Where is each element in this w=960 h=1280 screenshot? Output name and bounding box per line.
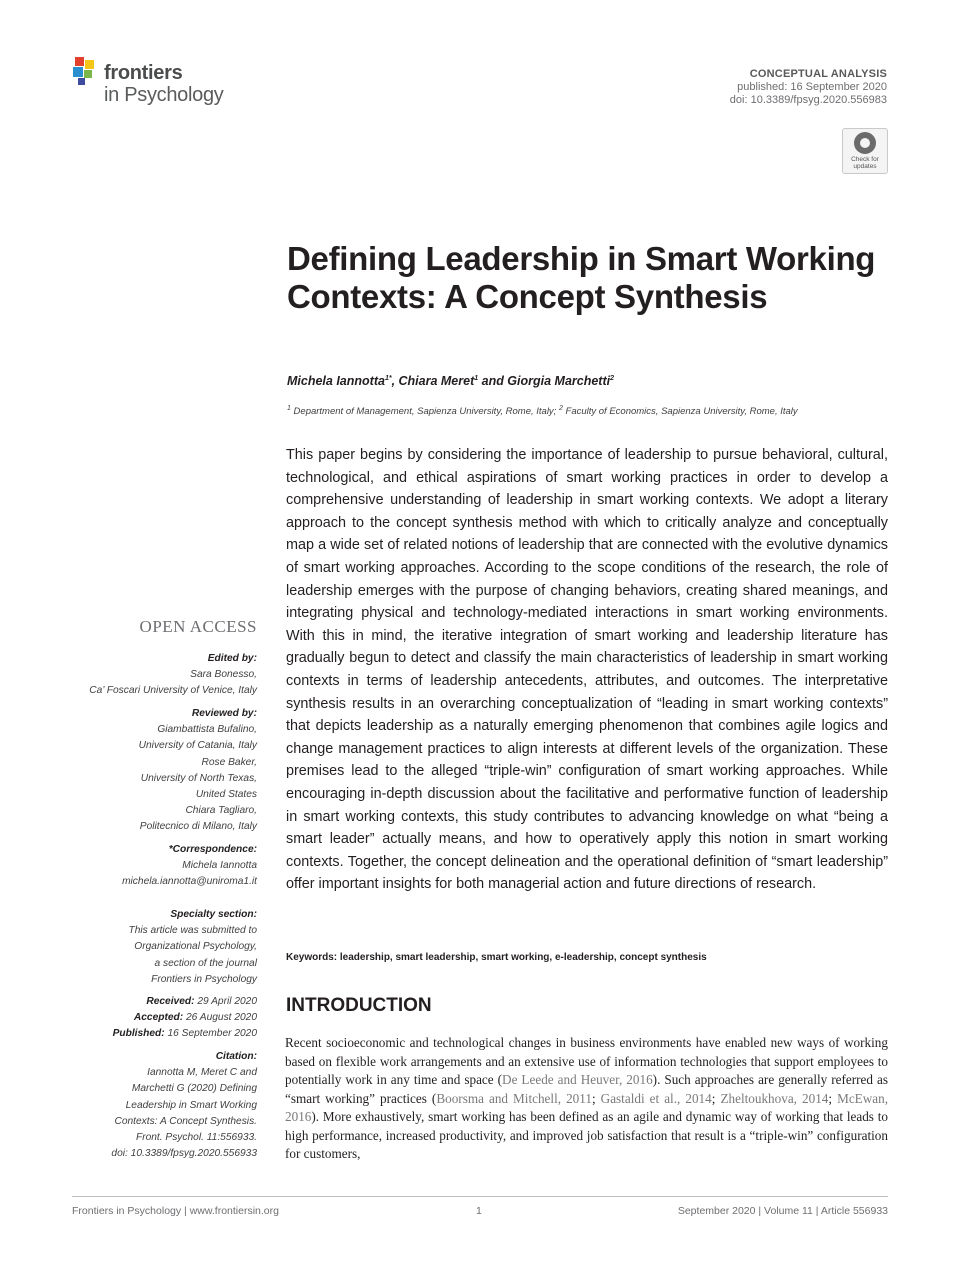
specialty-line: Frontiers in Psychology	[151, 973, 257, 985]
edited-by	[89, 651, 257, 700]
text-run: ). Such approaches are generally referred as “smart working” practices (	[285, 1072, 888, 1106]
author-mark: 1*	[384, 374, 392, 382]
reviewer-line: Politecnico di Milano, Italy	[139, 821, 257, 833]
citation-link[interactable]: Boorsma and Mitchell, 2011	[436, 1090, 592, 1106]
citation-line: Front. Psychol. 11:556933.	[135, 1132, 257, 1144]
text-run: ;	[711, 1090, 721, 1106]
footer-issue: September 2020 | Volume 11 | Article 556933	[677, 1205, 888, 1217]
published-date: 16 September 2020	[164, 1028, 257, 1040]
reviewer-line: University of North Texas,	[140, 772, 257, 784]
article-title: Defining Leadership in Smart Working Contexts: A Concept Synthesis	[287, 240, 876, 315]
author-mark: 1	[474, 374, 479, 382]
correspondence	[122, 842, 257, 891]
author-name[interactable]: , Chiara Meret	[391, 374, 475, 388]
citation-line: Iannotta M, Meret C and	[147, 1067, 257, 1079]
article-doi[interactable]: doi: 10.3389/fpsyg.2020.556983	[729, 94, 887, 106]
specialty-line: This article was submitted to	[128, 925, 257, 937]
keywords-list: leadership, smart leadership, smart working, e-leadership, concept synthesis	[337, 952, 707, 963]
abstract: This paper begins by considering the importance of leadership to pursue behavioral, cultural, technological, and ethical aspirations of smart working practices in order to develop a comprehensive understanding of leadership in smart working contexts. We adopt a literary approach to the concept synthesis method with which to critically analyze and conceptually map a wide set of related notions of leadership that are connected with the evolutive dynamics of smart working approaches. According to the scope conditions of the research, the role of leadership emerges with the purpose of changing behaviors, creating shared meanings, and integrating physical and technology-mediated interactions in smart working environments. With this in mind, the iterative integration of smart working and leadership literature has gradually begun to detect and classify the main characteristics of leadership in smart working contexts in terms of leadership antecedents, attributes, and outcomes. The interpretative synthesis results in an overarching conceptualization of “leading in smart working contexts” that depicts leadership as a naturally emerging phenomenon that combines agile logics and change management practices to align interests at different levels of the organization. These premises lead to the alleged “triple-win” configuration of smart working approaches. While encouraging in-depth discussion about the facilitative and performative function of leadership in smart working contexts, this study contributes to advancing knowledge on what “being a smart leader” actually means, and how to operatively apply this notion in smart working contexts. Together, the concept delineation and the operational definition of “smart leadership” offer important insights for both managerial action and future directions of research.	[286, 447, 888, 893]
citation-label: Citation:	[215, 1051, 257, 1062]
citation-line: Leadership in Smart Working	[125, 1099, 257, 1111]
published-label: Published:	[112, 1028, 165, 1040]
open-access-label: OPEN ACCESS	[139, 617, 257, 636]
keywords-label: Keywords:	[286, 952, 338, 963]
affil-mark: 1	[287, 405, 291, 412]
crossmark-icon	[854, 132, 876, 154]
text-run: ). More exhaustively, smart working has been defined as an agile and dynamic way of working that leads to high performance, increased productivity, and improved job satisfaction that result is a “triple-win” configuration for customers,	[285, 1109, 888, 1161]
affiliation: Faculty of Economics, Sapienza University, Rome, Italy	[562, 406, 798, 418]
accepted-date: 26 August 2020	[183, 1012, 257, 1024]
reviewed-by	[139, 706, 257, 836]
author-list	[287, 374, 614, 388]
citation-line: Marchetti G (2020) Defining	[131, 1083, 257, 1095]
specialty-line: Organizational Psychology,	[134, 941, 257, 953]
author-name[interactable]: and Giorgia Marchetti	[478, 374, 611, 388]
received-date: 29 April 2020	[194, 996, 257, 1007]
author-name[interactable]: Michela Iannotta	[287, 374, 385, 388]
logo-journal: in Psychology	[104, 84, 224, 106]
editor-line: Ca’ Foscari University of Venice, Italy	[89, 685, 257, 697]
dates	[113, 994, 257, 1043]
frontiers-logo-icon	[72, 57, 102, 87]
text-run: Recent socioeconomic and technological changes in business environments have enabled new ways of working based on flexible work arrangements and an extensive use of information technologies that support employees to potentially work in any time and space (	[285, 1035, 888, 1087]
specialty-line: a section of the journal	[154, 957, 257, 969]
citation-block	[111, 1049, 257, 1162]
reviewer-line: University of Catania, Italy	[138, 740, 257, 752]
affil-mark: 2	[558, 405, 563, 412]
correspondence-label: *Correspondence:	[168, 844, 257, 855]
reviewed-label: Reviewed by:	[191, 708, 257, 719]
keywords	[286, 952, 707, 963]
citation-link[interactable]: Gastaldi et al., 2014	[600, 1090, 712, 1106]
page-number: 1	[476, 1205, 482, 1217]
text-run: ;	[591, 1090, 601, 1106]
received-label: Received:	[146, 996, 195, 1007]
footer-journal[interactable]: Frontiers in Psychology | www.frontiersin.org	[72, 1205, 279, 1217]
reviewer-line: United States	[195, 789, 257, 801]
citation-link[interactable]: De Leede and Heuver, 2016	[502, 1072, 653, 1087]
citation-link[interactable]: Zheltoukhova, 2014	[720, 1090, 829, 1106]
crossmark-button[interactable]	[842, 128, 888, 174]
author-mark: 2	[610, 374, 615, 382]
published-date: published: 16 September 2020	[737, 81, 887, 93]
logo-brand: frontiers	[104, 62, 183, 84]
article-meta	[730, 68, 887, 107]
affiliations	[287, 405, 798, 417]
crossmark-label: Check for updates	[851, 156, 879, 170]
specialty-section	[128, 907, 257, 988]
correspondence-name: Michela Iannotta	[182, 860, 257, 872]
correspondence-email[interactable]: michela.iannotta@uniroma1.it	[122, 876, 257, 888]
reviewer-line: Rose Baker,	[201, 756, 257, 768]
edited-label: Edited by:	[207, 653, 257, 664]
editor-line: Sara Bonesso,	[190, 669, 257, 681]
citation-doi[interactable]: doi: 10.3389/fpsyg.2020.556933	[111, 1148, 257, 1160]
text-run: ;	[828, 1090, 838, 1106]
specialty-label: Specialty section:	[170, 909, 257, 920]
reviewer-line: Giambattista Bufalino,	[157, 724, 257, 736]
section-heading: INTRODUCTION	[286, 995, 432, 1016]
reviewer-line: Chiara Tagliaro,	[185, 805, 257, 817]
intro-paragraph	[285, 1034, 888, 1164]
footer-divider	[72, 1196, 888, 1197]
affiliation: Department of Management, Sapienza University, Rome, Italy;	[290, 406, 559, 418]
article-type: CONCEPTUAL ANALYSIS	[749, 68, 887, 80]
journal-logo[interactable]	[72, 57, 252, 109]
citation-link[interactable]: McEwan, 2016	[285, 1090, 888, 1124]
accepted-label: Accepted:	[133, 1012, 184, 1024]
citation-line: Contexts: A Concept Synthesis.	[114, 1115, 257, 1127]
